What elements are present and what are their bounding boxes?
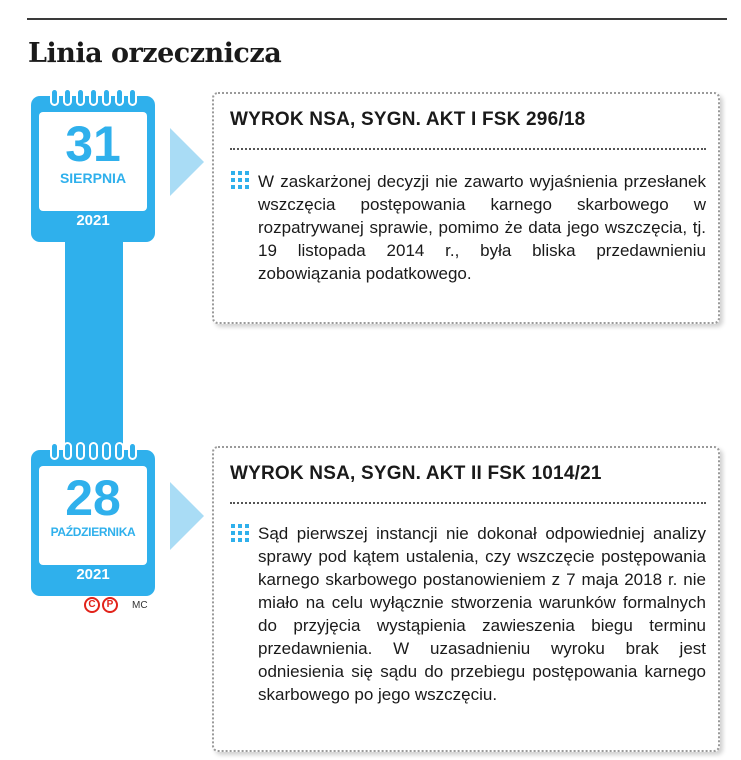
calendar-day: 28	[65, 470, 121, 526]
triangle-right-icon	[170, 482, 204, 550]
dot-grid-icon	[230, 170, 250, 190]
calendar-year: 2021	[76, 566, 110, 583]
copyright-c-icon: C	[84, 597, 100, 613]
calendar-icon	[31, 96, 155, 242]
calendar-month: PAŹDZIERNIKA	[50, 525, 136, 539]
copyright-p-icon: P	[102, 597, 118, 613]
ruling-text: Sąd pierwszej instancji nie dokonał odpowiedniej analizy sprawy pod kątem ustalenia, czy wszczęcie postępowania karnego skarbowego postanowieniem z 7 maja 2018 r. nie miało na celu wyłącznie stworzenia warunków formalnych do przyjęcia wystąpienia zawieszenia biegu terminu przedawnienia. W uzasadnieniu wyroku brak jest odniesienia się sądu do przebiegu postępowania karnego skarbowego po jego wszczęciu.	[258, 524, 706, 704]
calendar-face	[39, 466, 147, 565]
calendar-icon	[31, 450, 155, 596]
ruling-heading: WYROK NSA, SYGN. AKT II FSK 1014/21	[230, 463, 602, 484]
ruling-card	[212, 92, 720, 324]
timeline-connector	[65, 230, 123, 470]
calendar-month: SIERPNIA	[59, 170, 127, 186]
dot-grid-icon	[230, 523, 250, 543]
heading-divider	[230, 502, 706, 504]
top-divider	[27, 18, 727, 20]
calendar-day: 31	[65, 116, 121, 172]
heading-divider	[230, 148, 706, 150]
calendar-face	[39, 112, 147, 211]
ruling-heading: WYROK NSA, SYGN. AKT I FSK 296/18	[230, 109, 586, 130]
ruling-text: W zaskarżonej decyzji nie zawarto wyjaśnienia przesłanek wszczęcia postępowania karnego skarbowego w rozpatrywanej sprawie, pomimo że data jego wszczęcia, tj. 19 listopada 2014 r., była bliska przedawnieniu zobowiązania podatkowego.	[258, 172, 706, 283]
calendar-year: 2021	[76, 212, 110, 229]
calendar-rings	[31, 442, 155, 460]
author-initials: MC	[132, 599, 148, 611]
page-title: Linia orzecznicza	[28, 38, 282, 69]
triangle-right-icon	[170, 128, 204, 196]
calendar-rings	[31, 88, 155, 106]
copyright-notice	[84, 597, 148, 613]
ruling-card	[212, 446, 720, 752]
